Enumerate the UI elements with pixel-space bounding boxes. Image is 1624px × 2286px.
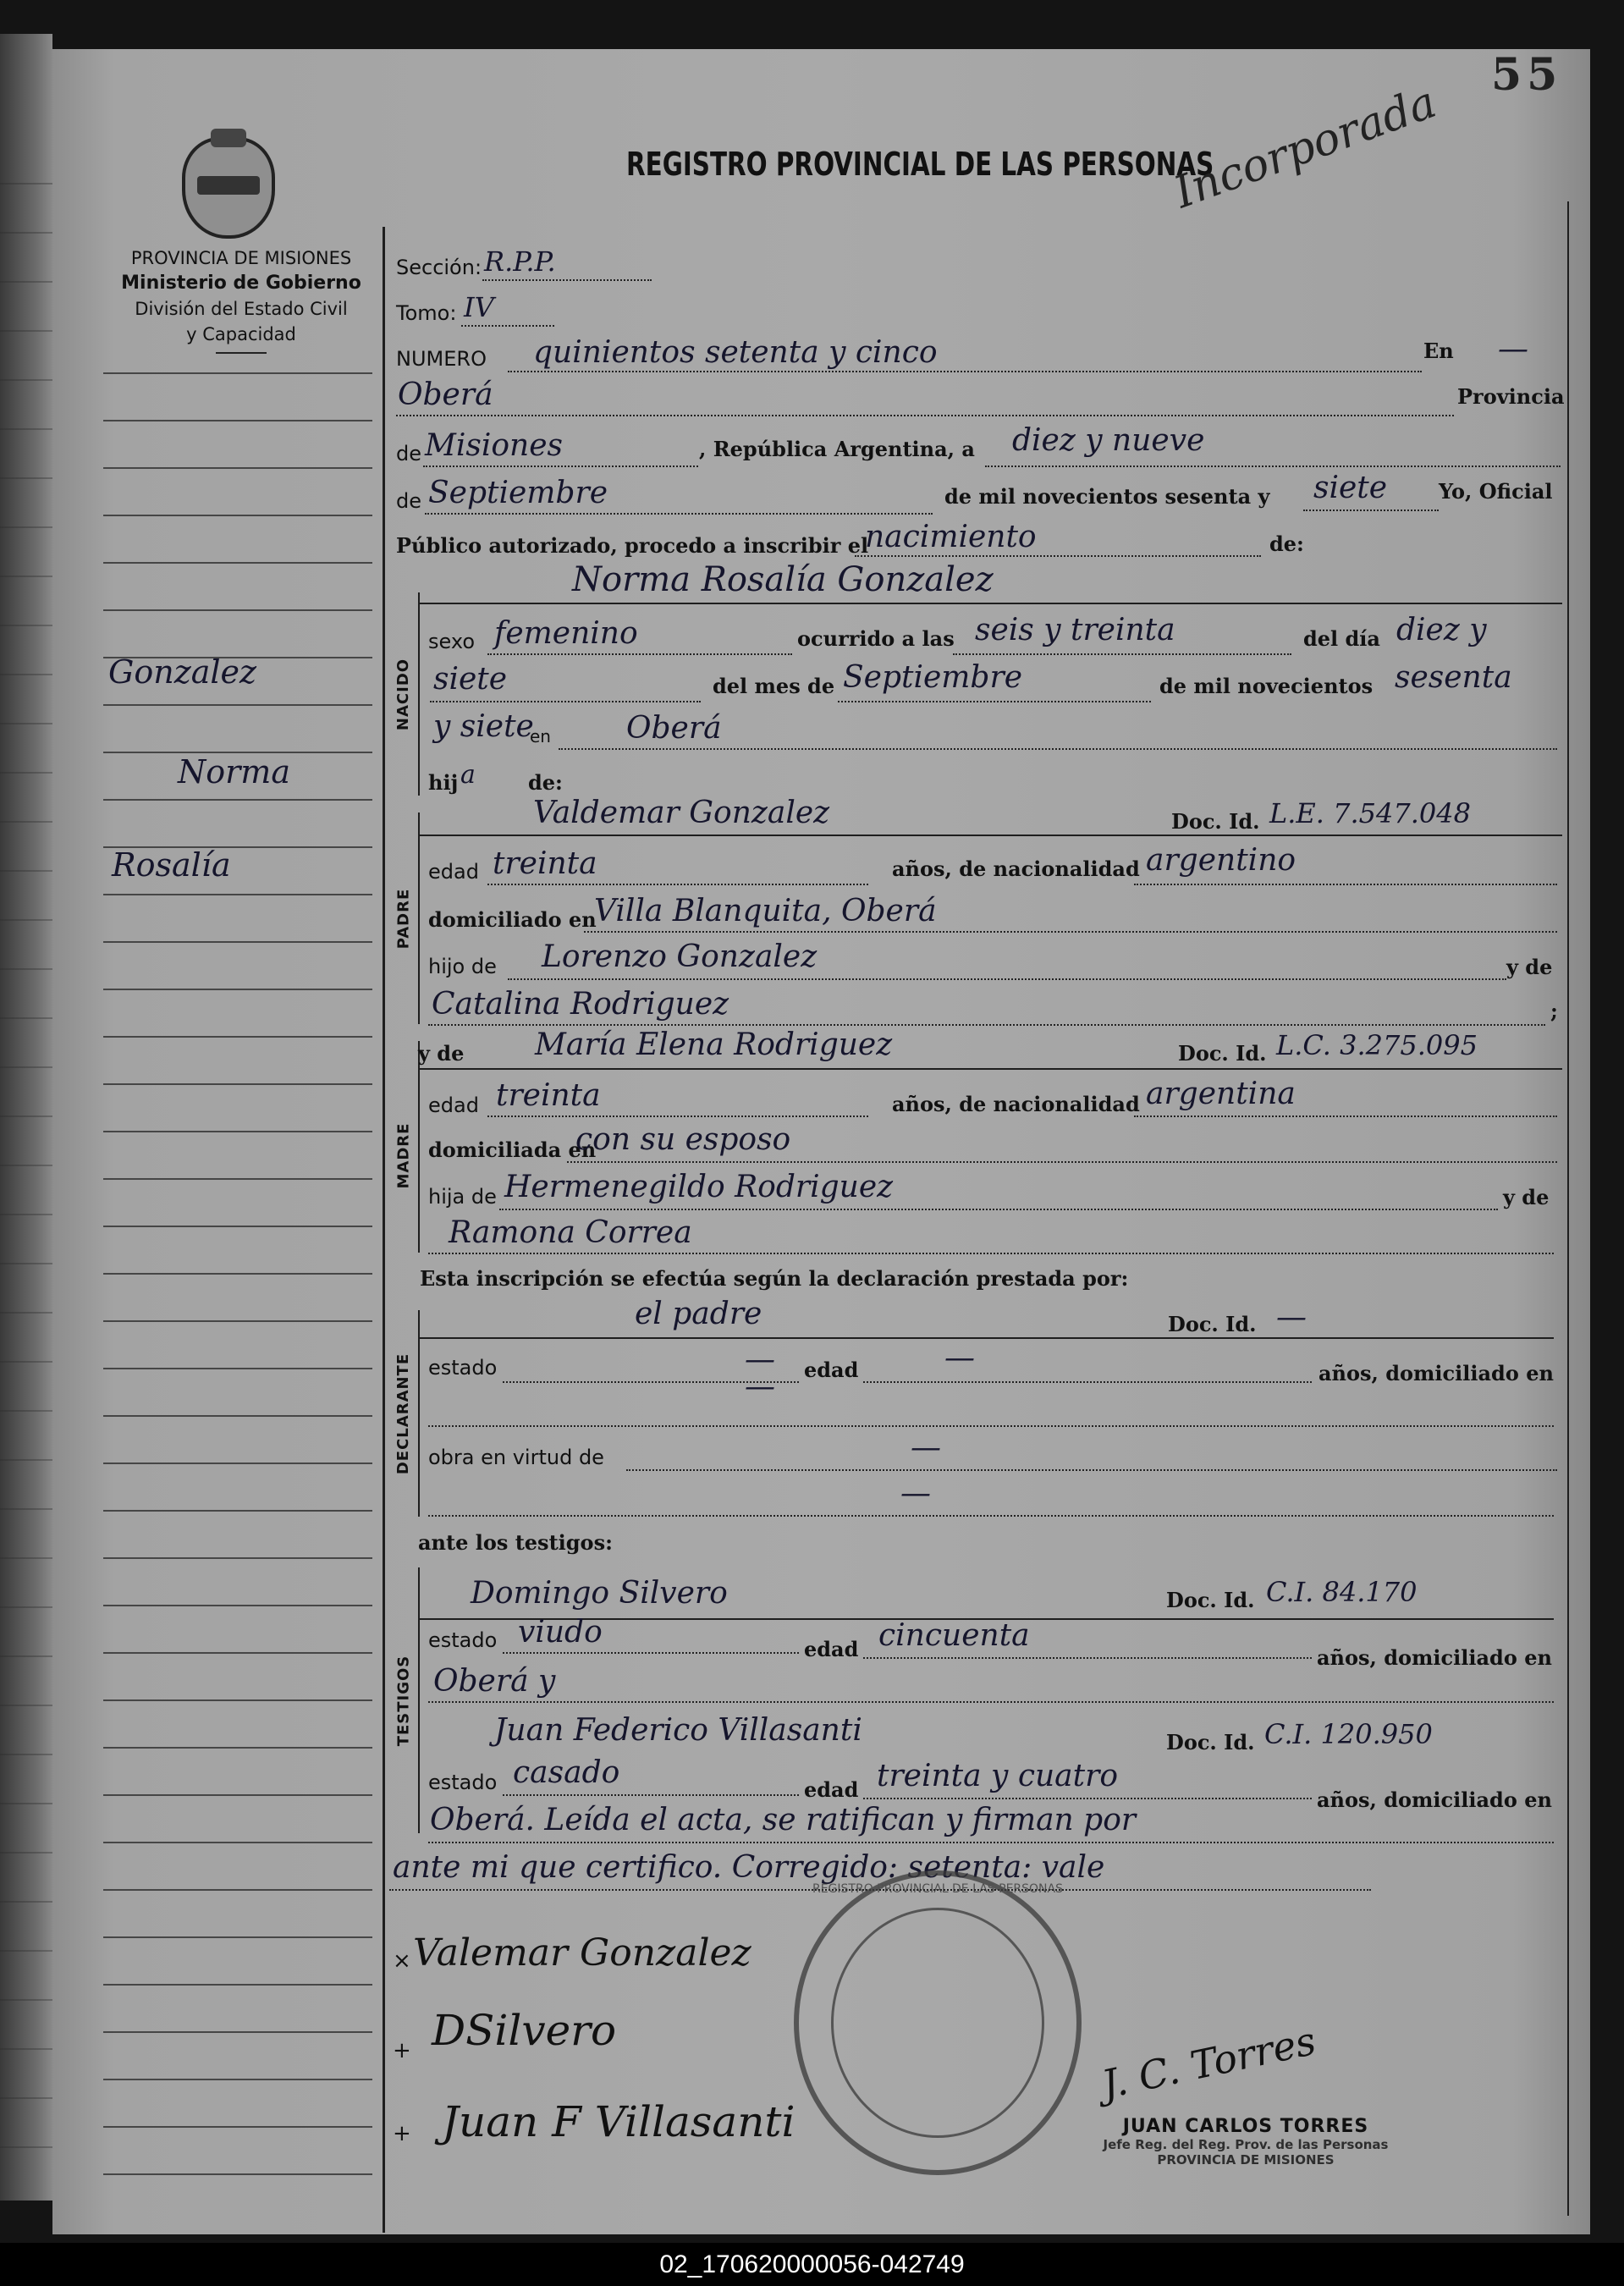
nacido-rule (418, 592, 420, 796)
sign-mark-1: × (393, 1948, 411, 1974)
sign-mark-3: + (393, 2121, 411, 2146)
page-title: REGISTRO PROVINCIAL DE LAS PERSONAS (626, 146, 1214, 183)
margin-line (103, 1510, 372, 1512)
madre-rule (418, 1041, 420, 1253)
dia-dots (985, 465, 1561, 467)
declarante-nombre: el padre (635, 1297, 762, 1331)
acto-dots (855, 555, 1261, 557)
padre-doc-value: L.E. 7.547.048 (1269, 797, 1471, 829)
hijo-value: a (460, 760, 476, 790)
padre-dom-label: domiciliado en (428, 907, 597, 932)
incorporada-annotation: Incorporada (1167, 76, 1443, 219)
ministry-line-4: y Capacidad (186, 324, 296, 344)
right-border (1567, 201, 1569, 2216)
declarante-doc-value: — (1276, 1300, 1307, 1335)
padre-semicolon: ; (1550, 999, 1558, 1023)
en-value: — (1498, 332, 1528, 366)
margin-line (103, 515, 372, 516)
madre-hija-label: hija de (428, 1185, 497, 1209)
margin-line (103, 1226, 372, 1227)
testigos-section-label (391, 1567, 416, 1833)
margin-line (103, 1462, 372, 1464)
locality-value: Oberá (398, 377, 493, 412)
ministry-line-2: Ministerio de Gobierno (121, 273, 361, 294)
mes-nac-dots (838, 701, 1151, 702)
testigos-rule (418, 1567, 420, 1833)
madre-top-rule (420, 1068, 1562, 1070)
seccion-dots (482, 279, 652, 281)
margin-line (103, 1984, 372, 1986)
mes-nacimiento: Septiembre (843, 660, 1022, 695)
margin-line (103, 2173, 372, 2175)
sexo-label: sexo (428, 630, 475, 653)
testigo1-dom-value: Oberá y (433, 1664, 556, 1699)
numero-label: NUMERO (396, 347, 487, 371)
testigo2-estado-value: casado (513, 1755, 620, 1790)
sign-mark-2: + (393, 2038, 411, 2063)
abuela-dots (428, 1024, 1545, 1026)
abuela-materna-dots (428, 1253, 1554, 1254)
madre-doc-value: L.C. 3.275.095 (1276, 1029, 1478, 1061)
madre-dom-value: con su esposo (575, 1122, 791, 1157)
margin-line (103, 467, 372, 469)
padre-edad-dots (487, 884, 868, 885)
testigo2-doc-value: C.I. 120.950 (1264, 1718, 1433, 1750)
declarante-edad-dots (863, 1381, 1312, 1383)
declarante-dom-dots (428, 1425, 1554, 1427)
padre-edad-label: edad (428, 860, 479, 884)
margin-line (103, 2031, 372, 2033)
margin-line (103, 1273, 372, 1275)
padre-nac-dots (1134, 884, 1557, 885)
del-dia-label: del día (1303, 626, 1380, 651)
padre-nac-value: argentino (1146, 843, 1296, 878)
margin-line (103, 2126, 372, 2128)
madre-dom-dots (567, 1161, 1557, 1163)
obra-dots-2 (428, 1515, 1554, 1517)
margin-line (103, 372, 372, 374)
margin-line (103, 1936, 372, 1938)
margin-line (103, 894, 372, 895)
declaracion-label: Esta inscripción se efectúa según la declaración prestada por: (420, 1266, 1129, 1291)
margin-second-name: Rosalía (112, 846, 231, 884)
officer-province: PROVINCIA DE MISIONES (1157, 2152, 1335, 2168)
officer-stamp (1085, 2116, 1407, 2168)
en-nac-label: en (530, 726, 551, 746)
declarante-dom-value: — (745, 1369, 775, 1404)
nacido-section-label (391, 592, 416, 796)
margin-line (103, 989, 372, 990)
padre-section-label (391, 812, 416, 1024)
margin-line (103, 420, 372, 421)
padre-edad-value: treinta (493, 846, 597, 881)
abuelo-paterno: Lorenzo Gonzalez (542, 939, 818, 974)
dia-nacimiento-2: siete (433, 662, 508, 697)
margin-first-name: Norma (178, 753, 290, 790)
dia-value: diez y nueve (1012, 423, 1205, 458)
testigo2-edad-label: edad (804, 1777, 859, 1802)
anio-value: siete (1313, 471, 1388, 505)
signature-officer: J. C. Torres (1098, 2017, 1320, 2108)
adjacent-page-lines (0, 135, 52, 2167)
madre-y-de-label: y de (418, 1041, 465, 1066)
acto-value: nacimiento (865, 520, 1037, 554)
hijo-label: hij (428, 770, 459, 795)
declarante-label-text: DECLARANTE (394, 1352, 413, 1474)
padre-nombre: Valdemar Gonzalez (533, 796, 830, 830)
yo-label: Yo, Oficial (1439, 479, 1553, 504)
mes-label: del mes de (713, 674, 835, 698)
madre-edad-value: treinta (496, 1078, 601, 1113)
margin-line (103, 1605, 372, 1606)
declarante-estado-label: estado (428, 1356, 498, 1380)
image-identifier: 02_170620000056-042749 (0, 2243, 1624, 2286)
ministry-header (85, 245, 398, 354)
margin-line (103, 1368, 372, 1369)
madre-edad-label: edad (428, 1093, 479, 1117)
madre-nombre: María Elena Rodriguez (535, 1027, 893, 1062)
testigo1-estado-label: estado (428, 1628, 498, 1652)
provincia-label: Provincia (1457, 384, 1565, 409)
mes-value: Septiembre (428, 476, 608, 510)
margin-line (103, 2079, 372, 2080)
dia2-dots (430, 701, 701, 702)
hijo-de-label: de: (528, 770, 563, 795)
margin-line (103, 1083, 372, 1085)
abuela-materna: Ramona Correa (449, 1215, 692, 1250)
margin-line (103, 1178, 372, 1180)
margin-line (103, 1415, 372, 1417)
declarante-rule (418, 1310, 420, 1517)
tomo-value: IV (464, 291, 494, 323)
madre-y-de-label-2: y de (1503, 1185, 1550, 1209)
madre-nac-value: argentina (1146, 1077, 1296, 1111)
sexo-value: femenino (494, 616, 638, 651)
mil-nac-label: de mil novecientos (1159, 674, 1374, 698)
madre-dom-label: domiciliada en (428, 1137, 597, 1162)
margin-line (103, 799, 372, 801)
declarante-anios-label: años, domiciliado en (1318, 1361, 1554, 1385)
locality-dots (396, 415, 1454, 416)
lugar-nacimiento: Oberá (626, 711, 722, 746)
testigo1-estado-value: viudo (518, 1615, 603, 1650)
obra-dots (626, 1469, 1557, 1471)
madre-section-label (391, 1049, 416, 1261)
page-number: 55 (1491, 49, 1563, 101)
obra-label: obra en virtud de (428, 1446, 604, 1469)
testigo1-edad-dots (863, 1657, 1312, 1659)
publico-label: Público autorizado, procedo a inscribir el (396, 533, 869, 558)
testigo2-dom-value: Oberá. Leída el acta, se ratifican y firman por (430, 1803, 1137, 1837)
obra-value: — (911, 1430, 941, 1465)
testigos-label: ante los testigos: (418, 1530, 613, 1555)
testigo2-nombre: Juan Federico Villasanti (494, 1713, 862, 1748)
margin-line (103, 1652, 372, 1654)
testigo1-doc-value: C.I. 84.170 (1266, 1576, 1418, 1608)
en-label: En (1423, 339, 1454, 363)
testigos-label-text: TESTIGOS (394, 1655, 413, 1746)
margin-line (103, 941, 372, 943)
padre-label-text: PADRE (394, 888, 413, 949)
tomo-dots (461, 325, 554, 327)
padre-nac-label: años, de nacionalidad (892, 857, 1140, 881)
declarante-section-label (391, 1310, 416, 1517)
padre-y-de-label: y de (1506, 955, 1553, 979)
margin-index-lines (103, 372, 372, 2209)
anio-dots (1303, 510, 1439, 511)
adjacent-page-edge (0, 34, 52, 2201)
hora-dots (953, 653, 1291, 655)
nacido-top-rule (420, 603, 1562, 604)
ministry-line-1: PROVINCIA DE MISIONES (130, 248, 352, 268)
numero-dots (508, 371, 1422, 372)
testigo1-estado-dots (503, 1652, 799, 1654)
margin-line (103, 1842, 372, 1843)
officer-name: JUAN CARLOS TORRES (1122, 2116, 1369, 2137)
de-label: de (396, 442, 421, 465)
abuelo-materno-dots (499, 1209, 1498, 1210)
officer-title: Jefe Reg. del Reg. Prov. de las Personas (1103, 2137, 1389, 2152)
margin-line (103, 1699, 372, 1701)
testigo1-edad-value: cincuenta (878, 1618, 1030, 1653)
declarante-estado-value: — (745, 1342, 775, 1377)
testigo2-estado-dots (503, 1794, 799, 1796)
testigo1-dom-dots (428, 1701, 1554, 1703)
padre-dom-value: Villa Blanquita, Oberá (594, 894, 937, 928)
mes-dots (425, 513, 933, 515)
seccion-value: R.P.P. (484, 245, 556, 278)
de3-label: de: (1269, 532, 1304, 556)
padre-doc-label: Doc. Id. (1171, 809, 1260, 834)
testigo2-edad-value: treinta y cuatro (877, 1759, 1118, 1793)
dia-nacimiento: diez y (1396, 613, 1487, 647)
signature-father: Valemar Gonzalez (413, 1931, 751, 1975)
tomo-label: Tomo: (396, 301, 457, 325)
testigo2-edad-dots (863, 1798, 1312, 1799)
margin-line (103, 1747, 372, 1749)
margin-line (103, 609, 372, 611)
margin-line (103, 1320, 372, 1322)
testigo2-dom-dots (428, 1842, 1554, 1843)
testigo2-doc-label: Doc. Id. (1166, 1730, 1255, 1754)
margin-line (103, 1131, 372, 1132)
nacido-label-text: NACIDO (394, 658, 413, 730)
declarante-edad-value: — (944, 1341, 975, 1375)
testigo1-edad-label: edad (804, 1637, 859, 1661)
abuela-paterna: Catalina Rodriguez (432, 987, 729, 1022)
padre-rule (418, 812, 420, 1024)
testigo1-doc-label: Doc. Id. (1166, 1588, 1255, 1612)
stamp-ring-text: REGISTRO PROVINCIAL DE LAS PERSONAS (812, 1882, 1063, 1896)
provincia-value: Misiones (425, 428, 564, 463)
madre-nac-label: años, de nacionalidad (892, 1092, 1140, 1116)
padre-hijo-label: hijo de (428, 955, 497, 978)
abuelo-dots (508, 978, 1506, 980)
testigo1-nombre: Domingo Silvero (471, 1576, 728, 1611)
official-round-stamp (794, 1870, 1082, 2175)
declarante-edad-label: edad (804, 1358, 859, 1382)
testigo1-anios-label: años, domiciliado en (1317, 1645, 1552, 1670)
provincia-dots (423, 465, 698, 467)
signature-witness-1: DSilvero (432, 2006, 617, 2055)
testigo2-estado-label: estado (428, 1771, 498, 1794)
lugar-dots (559, 748, 1557, 750)
margin-line (103, 1557, 372, 1559)
republica-label: , República Argentina, a (699, 437, 975, 461)
de2-label: de (396, 489, 421, 513)
margin-line (103, 1036, 372, 1038)
obra-blank: — (900, 1476, 931, 1511)
sexo-dots (487, 653, 792, 655)
provincial-coat-of-arms (182, 137, 275, 239)
madre-label-text: MADRE (394, 1122, 413, 1188)
nacido-nombre: Norma Rosalía Gonzalez (572, 560, 994, 599)
padre-top-rule (420, 835, 1562, 836)
hora-value: seis y treinta (975, 613, 1175, 647)
mil-label: de mil novecientos sesenta y (944, 484, 1270, 509)
numero-value: quinientos setenta y cinco (533, 335, 938, 370)
margin-line (103, 1794, 372, 1796)
margin-line (103, 562, 372, 564)
declarante-top-rule (420, 1337, 1554, 1339)
declarante-doc-label: Doc. Id. (1168, 1312, 1257, 1336)
madre-edad-dots (487, 1115, 868, 1117)
ocurrido-label: ocurrido a las (797, 626, 955, 651)
madre-doc-label: Doc. Id. (1178, 1041, 1267, 1066)
margin-line (103, 1889, 372, 1891)
margin-line (103, 704, 372, 706)
margin-surname: Gonzalez (108, 653, 257, 691)
abuelo-materno: Hermenegildo Rodriguez (504, 1170, 894, 1204)
seccion-label: Sección: (396, 256, 482, 279)
anio-nacimiento-2: y siete (433, 709, 534, 744)
margin-divider (383, 227, 385, 2233)
anio-nacimiento: sesenta (1395, 660, 1512, 695)
ministry-line-3: División del Estado Civil (135, 299, 348, 319)
closing-certification: ante mi que certifico. Corregido: setenta: vale (393, 1850, 1105, 1885)
testigo2-anios-label: años, domiciliado en (1317, 1787, 1552, 1812)
signature-witness-2: Juan F Villasanti (442, 2097, 795, 2146)
madre-nac-dots (1134, 1115, 1557, 1117)
ministry-rule (216, 352, 267, 354)
padre-dom-dots (584, 931, 1557, 933)
